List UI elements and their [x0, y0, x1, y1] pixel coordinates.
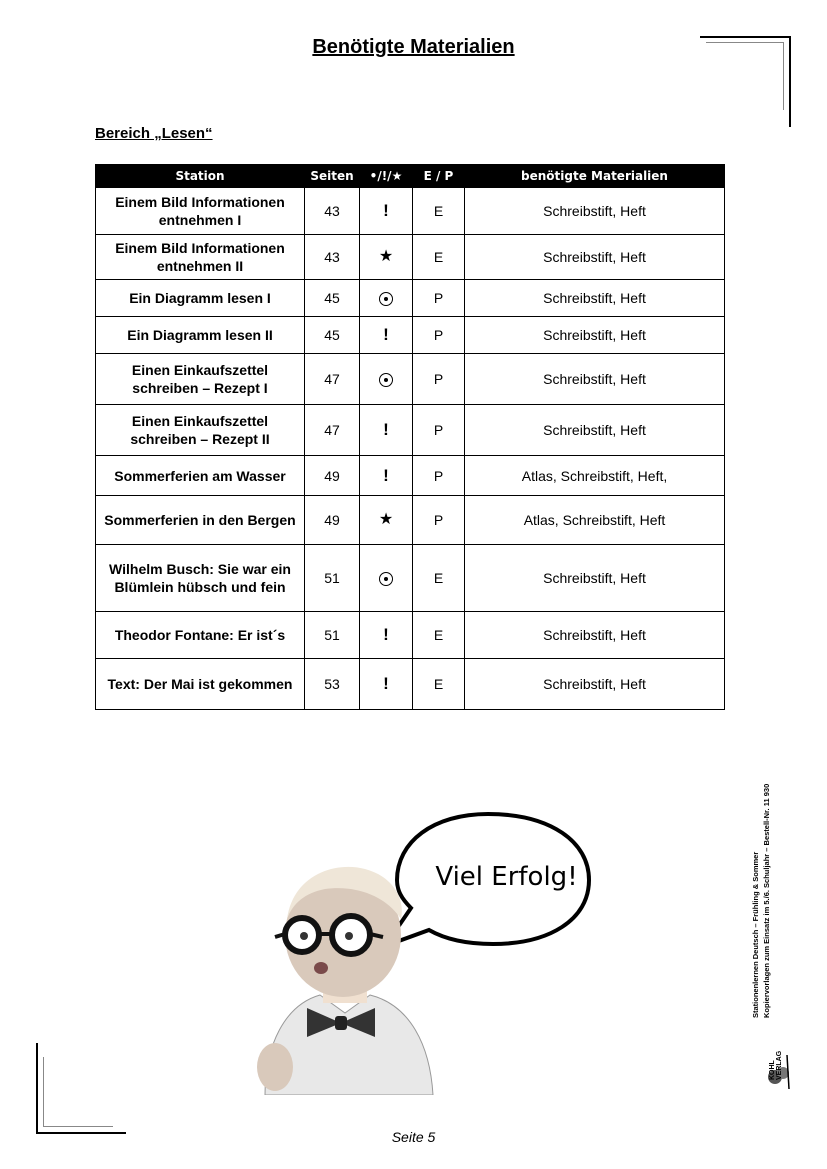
mode-cell [413, 235, 465, 280]
materials-table [95, 164, 725, 710]
exclamation-icon: ! [383, 420, 389, 439]
mode-cell-text: P [433, 512, 444, 528]
materials-cell-text: Atlas, Schreibstift, Heft [523, 512, 666, 528]
mode-cell [413, 317, 465, 354]
circle-dot-icon [379, 292, 393, 306]
publisher-info [750, 743, 800, 1018]
materials-cell-text: Atlas, Schreibstift, Heft, [521, 467, 668, 484]
table-row [96, 612, 725, 659]
table-row [96, 235, 725, 280]
materials-cell-text: Schreibstift, Heft [543, 422, 646, 438]
materials-cell-text: Schreibstift, Heft [543, 249, 646, 265]
table-row [96, 659, 725, 710]
materials-cell [465, 496, 725, 545]
materials-cell [465, 545, 725, 612]
station-cell-text: Ein Diagramm lesen II [127, 327, 273, 343]
mode-cell-text: E [433, 676, 444, 692]
exclamation-icon: ! [383, 201, 389, 220]
station-cell [96, 545, 305, 612]
mode-cell [413, 612, 465, 659]
header-materialien: benötigte Materialien [465, 165, 725, 188]
pages-cell-text: 49 [324, 467, 340, 484]
pages-cell-text: 47 [324, 422, 340, 438]
materials-cell [465, 456, 725, 496]
pages-cell-text: 51 [324, 570, 340, 586]
pages-cell [305, 188, 360, 235]
exclamation-icon: ! [383, 674, 389, 693]
station-cell [96, 188, 305, 235]
station-cell [96, 405, 305, 456]
station-cell-text: Einem Bild Informationen entnehmen I [115, 194, 285, 228]
pages-cell [305, 612, 360, 659]
table-row [96, 405, 725, 456]
star-icon: ★ [378, 511, 394, 528]
page-title: Benötigte Materialien [312, 36, 515, 58]
materials-cell-text: Schreibstift, Heft [543, 203, 646, 219]
publisher-logo-text: KOHL VERLAG [769, 1050, 783, 1080]
mode-cell [413, 659, 465, 710]
circle-dot-icon [379, 572, 393, 586]
table-row [96, 354, 725, 405]
station-cell [96, 612, 305, 659]
header-symbol: •/!/★ [360, 165, 413, 188]
exclamation-icon: ! [383, 625, 389, 644]
materials-cell [465, 659, 725, 710]
materials-cell-text: Schreibstift, Heft [543, 290, 646, 306]
station-cell [96, 659, 305, 710]
section-heading: Bereich „Lesen“ [95, 125, 213, 142]
mode-cell-text: E [433, 570, 444, 586]
symbol-cell [360, 188, 413, 235]
station-cell [96, 317, 305, 354]
station-cell-text: Text: Der Mai ist gekommen [107, 676, 293, 692]
pages-cell-text: 43 [324, 249, 340, 265]
pages-cell-text: 45 [324, 290, 340, 306]
table-row [96, 496, 725, 545]
station-cell-text: Sommerferien in den Bergen [104, 512, 296, 528]
star-icon: ★ [378, 248, 394, 265]
corner-frame-top-right-inner [706, 42, 784, 110]
child-illustration [245, 855, 445, 1095]
materials-cell-text: Schreibstift, Heft [543, 627, 646, 643]
pages-cell [305, 456, 360, 496]
materials-cell-text: Schreibstift, Heft [543, 371, 646, 387]
station-cell-text: Wilhelm Busch: Sie war ein Blümlein hübsch und fein [109, 561, 291, 595]
station-cell-text: Einen Einkaufszettel schreiben – Rezept II [130, 413, 270, 447]
pages-cell-text: 43 [324, 203, 340, 219]
table-row [96, 317, 725, 354]
header-ep: E / P [413, 165, 465, 188]
bubble-text: Viel Erfolg! [435, 862, 578, 892]
exclamation-icon: ! [383, 325, 389, 344]
pages-cell-text: 45 [324, 327, 340, 343]
mode-cell [413, 354, 465, 405]
materials-cell [465, 235, 725, 280]
circle-dot-icon [379, 373, 393, 387]
table-row [96, 456, 725, 496]
symbol-cell [360, 317, 413, 354]
symbol-cell [360, 235, 413, 280]
mode-cell-text: E [433, 249, 444, 265]
header-seiten: Seiten [305, 165, 360, 188]
publisher-line-1: Stationenlernen Deutsch – Frühling & Sommer [751, 851, 760, 1018]
symbol-cell [360, 496, 413, 545]
publisher-sidebar [745, 735, 810, 1095]
mode-cell-text: E [433, 627, 444, 643]
symbol-cell [360, 456, 413, 496]
symbol-cell [360, 659, 413, 710]
mode-cell-text: P [433, 467, 444, 484]
table-row [96, 188, 725, 235]
table-row [96, 545, 725, 612]
symbol-cell [360, 354, 413, 405]
corner-frame-bottom-left-inner [43, 1057, 113, 1127]
mode-cell-text: P [433, 371, 444, 387]
mode-cell [413, 280, 465, 317]
pages-cell [305, 405, 360, 456]
symbol-cell [360, 612, 413, 659]
station-cell-text: Ein Diagramm lesen I [129, 290, 271, 306]
station-cell [96, 496, 305, 545]
pages-cell [305, 280, 360, 317]
station-cell-text: Sommerferien am Wasser [114, 467, 286, 484]
materials-cell-text: Schreibstift, Heft [543, 570, 646, 586]
mode-cell-text: E [433, 203, 444, 219]
pages-cell [305, 354, 360, 405]
publisher-line-2: Kopiervorlagen zum Einsatz im 5./6. Schuljahr – Bestell-Nr. 11 930 [762, 783, 771, 1018]
mode-cell-text: P [433, 327, 444, 343]
station-cell [96, 280, 305, 317]
pages-cell-text: 53 [324, 676, 340, 692]
pages-cell-text: 51 [324, 627, 340, 643]
materials-cell-text: Schreibstift, Heft [543, 676, 646, 692]
pages-cell [305, 317, 360, 354]
mode-cell [413, 456, 465, 496]
mode-cell-text: P [433, 290, 444, 306]
station-cell [96, 456, 305, 496]
mode-cell [413, 188, 465, 235]
symbol-cell [360, 545, 413, 612]
station-cell-text: Theodor Fontane: Er ist´s [114, 627, 286, 643]
mode-cell [413, 545, 465, 612]
materials-cell-text: Schreibstift, Heft [543, 327, 646, 343]
header-station: Station [96, 165, 305, 188]
pages-cell [305, 496, 360, 545]
materials-cell [465, 354, 725, 405]
pages-cell-text: 49 [324, 512, 340, 528]
station-cell-text: Einem Bild Informationen entnehmen II [115, 240, 285, 274]
exclamation-icon: ! [383, 465, 389, 485]
station-cell [96, 235, 305, 280]
page-number: Seite 5 [391, 1129, 436, 1145]
materials-cell [465, 188, 725, 235]
symbol-cell [360, 280, 413, 317]
pages-cell [305, 235, 360, 280]
materials-cell [465, 280, 725, 317]
pages-cell [305, 659, 360, 710]
mode-cell-text: P [433, 422, 444, 438]
pages-cell [305, 545, 360, 612]
materials-cell [465, 612, 725, 659]
mode-cell [413, 496, 465, 545]
materials-cell [465, 317, 725, 354]
pages-cell-text: 47 [324, 371, 340, 387]
table-row [96, 280, 725, 317]
materials-cell [465, 405, 725, 456]
table-header-row [96, 165, 725, 188]
station-cell-text: Einen Einkaufszettel schreiben – Rezept I [131, 362, 269, 396]
mode-cell [413, 405, 465, 456]
symbol-cell [360, 405, 413, 456]
station-cell [96, 354, 305, 405]
